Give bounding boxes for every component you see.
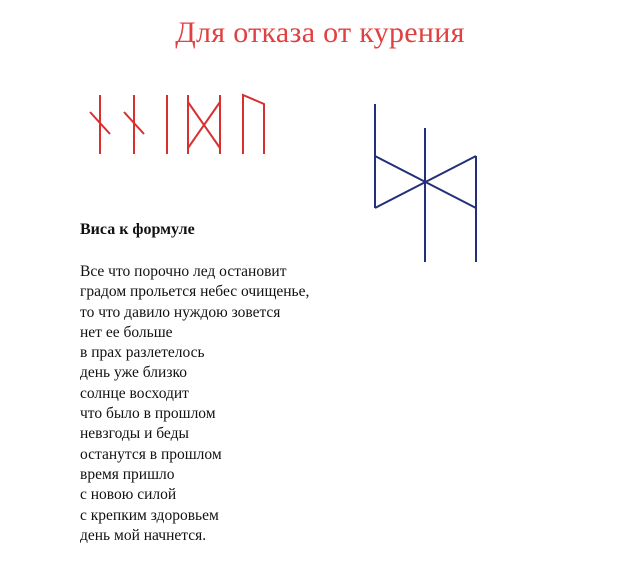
- poem-line: в прах разлетелось: [80, 344, 205, 362]
- uruz-rune-icon: [243, 95, 264, 154]
- poem-line: Все что порочно лед остановит: [80, 263, 287, 280]
- poem-line: время пришло: [80, 465, 175, 483]
- section-heading: Виса к формуле: [80, 221, 195, 238]
- page-title: Для отказа от курения: [175, 16, 465, 49]
- poem-line: солнце восходит: [80, 384, 189, 402]
- poem-line: что было в прошлом: [80, 405, 216, 423]
- poem-line: день уже близко: [80, 364, 187, 382]
- poem-line: то что давило нуждою зовется: [80, 303, 281, 321]
- poem-line: с крепким здоровьем: [80, 506, 219, 524]
- poem-line: нет ее больше: [80, 323, 173, 341]
- bind-rune-icon: [370, 104, 482, 264]
- naudiz-rune-icon: [90, 95, 110, 154]
- poem-line: останутся в прошлом: [80, 445, 222, 463]
- naudiz-rune-icon: [124, 95, 144, 154]
- poem-line: невзгоды и беды: [80, 425, 189, 443]
- poem-line: день мой начнется.: [80, 526, 207, 544]
- rune-row: [86, 92, 286, 156]
- poem-text: [80, 262, 309, 546]
- poem-line: с новою силой: [80, 486, 177, 504]
- poem-line: градом прольется небес очищенье,: [80, 283, 310, 301]
- dagaz-rune-icon: [188, 95, 220, 154]
